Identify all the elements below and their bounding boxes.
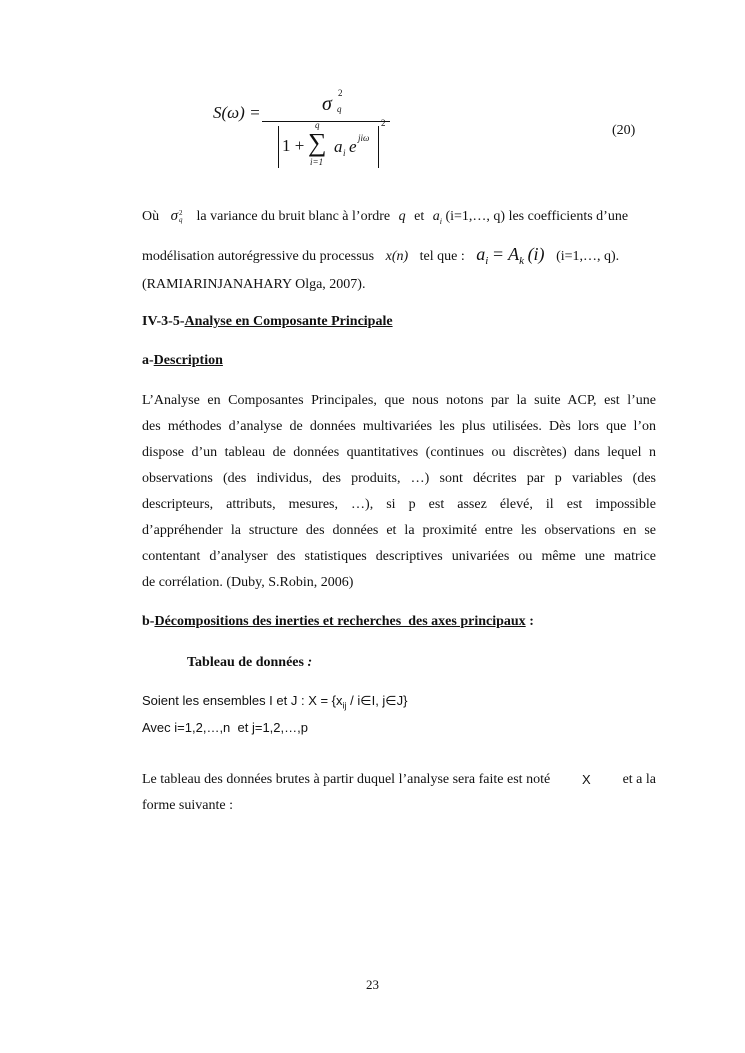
subsection-b-prefix: b- bbox=[142, 614, 155, 629]
formula-sigma-sup: 2 bbox=[338, 88, 343, 98]
para1-text-b: et bbox=[414, 209, 425, 224]
subsection-b-heading bbox=[142, 614, 656, 630]
para3-line2: forme suivante : bbox=[142, 798, 233, 813]
para1-sigma-sub: q bbox=[179, 215, 183, 224]
table-subheading bbox=[187, 655, 312, 671]
para1-text-d: modélisation autorégressive du processus bbox=[142, 249, 375, 264]
sum-upper: q bbox=[315, 120, 320, 130]
para3-x: X bbox=[582, 772, 591, 787]
subsection-a-title: Description bbox=[153, 353, 223, 368]
para1-sigma: σ bbox=[170, 208, 179, 224]
term-a-sub: i bbox=[343, 148, 346, 158]
para1-eq-lhs-sub: i bbox=[485, 254, 489, 267]
para1-eq-mid: = A bbox=[491, 244, 520, 264]
subsection-a-heading bbox=[142, 353, 656, 369]
fraction-bar bbox=[262, 121, 390, 122]
section-prefix: IV-3-5- bbox=[142, 314, 185, 329]
table-subheading-label: Tableau de données bbox=[187, 655, 304, 670]
abs-power: 2 bbox=[381, 118, 386, 128]
para1-text-f: (i=1,…, q). bbox=[556, 249, 620, 264]
formula-sigma-sub: q bbox=[337, 104, 342, 114]
para1-eq-rhs: (i) bbox=[527, 244, 545, 264]
para1-a: a bbox=[432, 209, 440, 224]
para2-line3: dispose d’un tableau de données quantitatives (continues ou discrètes) dans lequel n bbox=[142, 445, 656, 460]
term-e: e bbox=[349, 137, 357, 156]
para2-line2: des méthodes d’analyse de données multivariées les plus utilisées. Dès lors que l’on bbox=[142, 419, 656, 434]
sum-icon: ∑ bbox=[308, 128, 327, 157]
para1-eq-mid-sub: k bbox=[519, 254, 525, 267]
para1-lead: Où bbox=[142, 209, 160, 224]
para1-line2 bbox=[142, 246, 656, 269]
subsection-b-suffix: : bbox=[525, 614, 534, 629]
formula-sigma: σ bbox=[322, 93, 332, 115]
para1-a-sub: i bbox=[439, 216, 442, 226]
section-title: Analyse en Composante Principale bbox=[184, 314, 393, 329]
subsection-a-prefix: a- bbox=[142, 353, 154, 368]
para1-eq-lhs: a bbox=[476, 244, 486, 264]
para1-text-a: la variance du bruit blanc à l’ordre bbox=[196, 209, 391, 224]
para1-sigma-sup: 2 bbox=[179, 208, 183, 217]
equation-number: (20) bbox=[612, 123, 636, 138]
subsection-b-title: Décompositions des inerties et recherches des axes principaux bbox=[154, 614, 526, 629]
para1-text-e: tel que : bbox=[419, 249, 465, 264]
sum-lower: i=1 bbox=[310, 157, 324, 167]
sets-text: Soient les ensembles I et J : X = {x bbox=[142, 693, 343, 708]
section-heading bbox=[142, 314, 656, 330]
para1-line1 bbox=[142, 208, 656, 230]
para1-q: q bbox=[398, 209, 406, 224]
para1-text-c: (i=1,…, q) les coefficients d’une bbox=[445, 209, 629, 224]
sets-sub: ij bbox=[342, 700, 347, 711]
table-subheading-colon: : bbox=[307, 655, 313, 670]
denom-one: 1 + bbox=[282, 136, 305, 155]
index-ranges: Avec i=1,2,…,n et j=1,2,…,p bbox=[142, 720, 308, 735]
page-number: 23 bbox=[366, 977, 379, 992]
sets-rest: / i∈I, j∈J} bbox=[346, 693, 408, 708]
sets-definition bbox=[142, 693, 656, 714]
term-e-sup: jiω bbox=[358, 133, 370, 143]
para1-xn: x(n) bbox=[385, 249, 409, 264]
para3-text-b: et a la bbox=[622, 772, 656, 787]
term-a: a bbox=[334, 137, 343, 156]
para3-line1 bbox=[142, 772, 656, 788]
para1-line3: (RAMIARINJANAHARY Olga, 2007). bbox=[142, 277, 366, 292]
para3-text-a: Le tableau des données brutes à partir duquel l’analyse sera faite est noté bbox=[142, 772, 551, 787]
abs-bar-right bbox=[378, 126, 379, 168]
formula-lhs: S(ω) = bbox=[213, 103, 261, 122]
para2-line4: observations (des individus, des produits, …) sont décrites par p variables (des bbox=[142, 471, 656, 486]
para2-line8: de corrélation. (Duby, S.Robin, 2006) bbox=[142, 575, 354, 590]
abs-bar-left bbox=[278, 126, 279, 168]
para2-line1: L’Analyse en Composantes Principales, que nous notons par la suite ACP, est l’une bbox=[142, 393, 656, 408]
para2-line5: descripteurs, attributs, mesures, …), si p est assez élevé, il est impossible bbox=[142, 497, 656, 512]
para2-line6: d’appréhender la structure des données et la proximité entre les observations en se bbox=[142, 523, 656, 538]
para2-line7: contentant d’analyser des statistiques descriptives univariées ou même une matrice bbox=[142, 549, 656, 564]
